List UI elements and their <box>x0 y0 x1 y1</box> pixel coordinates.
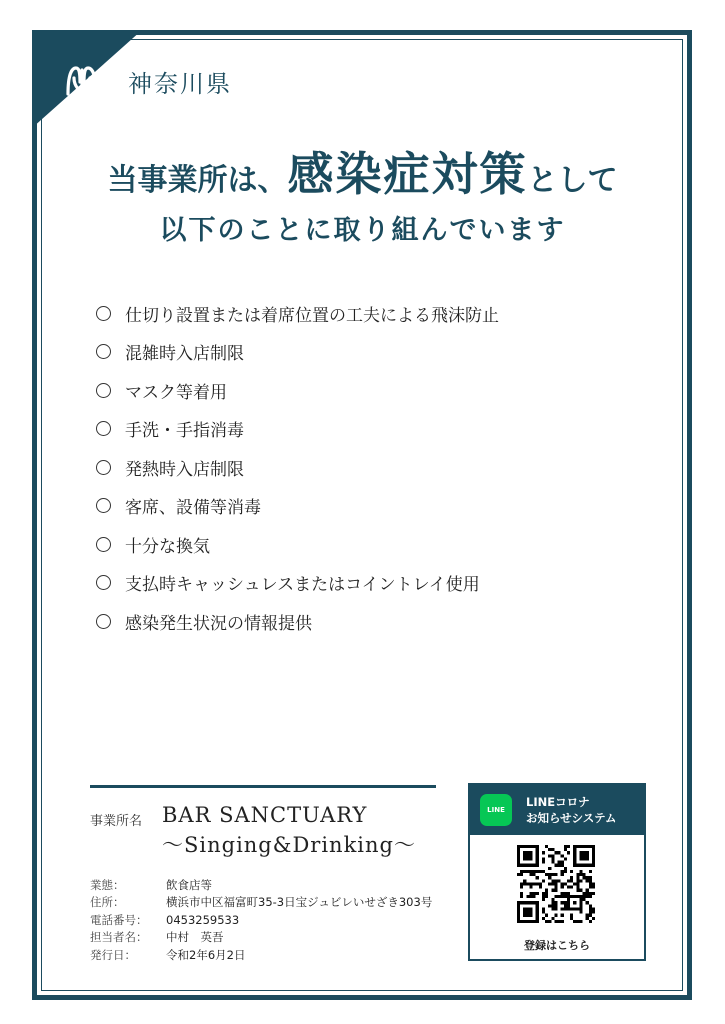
headline-prefix: 当事業所は、 <box>107 163 288 198</box>
detail-key: 担当者名： <box>90 930 148 945</box>
circle-bullet-icon <box>96 421 111 436</box>
measure-text: 手洗・手指消毒 <box>125 421 244 442</box>
qr-code[interactable] <box>517 845 595 923</box>
circle-bullet-icon <box>96 575 111 590</box>
circle-bullet-icon <box>96 498 111 513</box>
detail-row <box>90 876 432 894</box>
line-title-line2: お知らせシステム <box>526 811 617 825</box>
measure-text: 仕切り設置または着席位置の工夫による飛沫防止 <box>125 305 499 326</box>
measure-text: 感染発生状況の情報提供 <box>125 613 312 634</box>
business-name <box>162 800 416 860</box>
measure-item <box>96 333 499 372</box>
detail-value: 中村 英吾 <box>166 930 224 945</box>
headline-subline: 以下のことに取り組んでいます <box>159 215 566 246</box>
prefecture-name: 神奈川県 <box>128 70 232 98</box>
kanagawa-emblem-icon <box>62 60 102 100</box>
detail-key: 住所： <box>90 895 125 910</box>
business-name-line2: 〜Singing&Drinking〜 <box>162 833 416 857</box>
measure-text: 混雑時入店制限 <box>125 344 244 365</box>
detail-value: 0453259533 <box>166 912 240 927</box>
measure-text: 十分な換気 <box>125 536 210 557</box>
business-details <box>90 876 432 964</box>
measure-item <box>96 525 499 564</box>
headline <box>0 138 725 204</box>
detail-row <box>90 911 432 929</box>
detail-row <box>90 929 432 947</box>
measures-list <box>96 294 499 641</box>
circle-bullet-icon <box>96 614 111 629</box>
detail-value: 飲食店等 <box>166 877 212 892</box>
circle-bullet-icon <box>96 344 111 359</box>
circle-bullet-icon <box>96 306 111 321</box>
headline-emphasis: 感染症対策 <box>287 147 528 201</box>
line-title-line1: LINEコロナ <box>526 795 590 809</box>
circle-bullet-icon <box>96 537 111 552</box>
line-logo-icon: LINE <box>480 794 512 826</box>
measure-text: 支払時キャッシュレスまたはコイントレイ使用 <box>125 575 480 596</box>
detail-row <box>90 946 432 964</box>
measure-text: 客席、設備等消毒 <box>125 498 261 519</box>
measure-item <box>96 448 499 487</box>
circle-bullet-icon <box>96 460 111 475</box>
line-registration-panel[interactable] <box>468 783 646 961</box>
measure-item <box>96 602 499 641</box>
detail-key: 業態： <box>90 877 125 892</box>
detail-value: 令和2年6月2日 <box>166 947 246 962</box>
detail-key: 電話番号： <box>90 912 148 927</box>
measure-item <box>96 564 499 603</box>
business-name-line1: BAR SANCTUARY <box>162 803 368 827</box>
measure-item <box>96 294 499 333</box>
line-panel-title <box>526 794 617 826</box>
detail-row <box>90 894 432 912</box>
qr-caption: 登録はこちら <box>524 939 590 952</box>
measure-item <box>96 487 499 526</box>
section-divider <box>90 785 436 788</box>
measure-item <box>96 371 499 410</box>
circle-bullet-icon <box>96 383 111 398</box>
measure-item <box>96 410 499 449</box>
measure-text: マスク等着用 <box>125 382 227 403</box>
measure-text: 発熱時入店制限 <box>125 459 244 480</box>
detail-key: 発行日： <box>90 947 136 962</box>
headline-suffix: として <box>527 163 618 198</box>
line-panel-header <box>470 785 644 835</box>
business-label: 事業所名 <box>90 814 143 829</box>
detail-value: 横浜市中区福富町35-3日宝ジュビレいせざき303号 <box>166 895 433 910</box>
